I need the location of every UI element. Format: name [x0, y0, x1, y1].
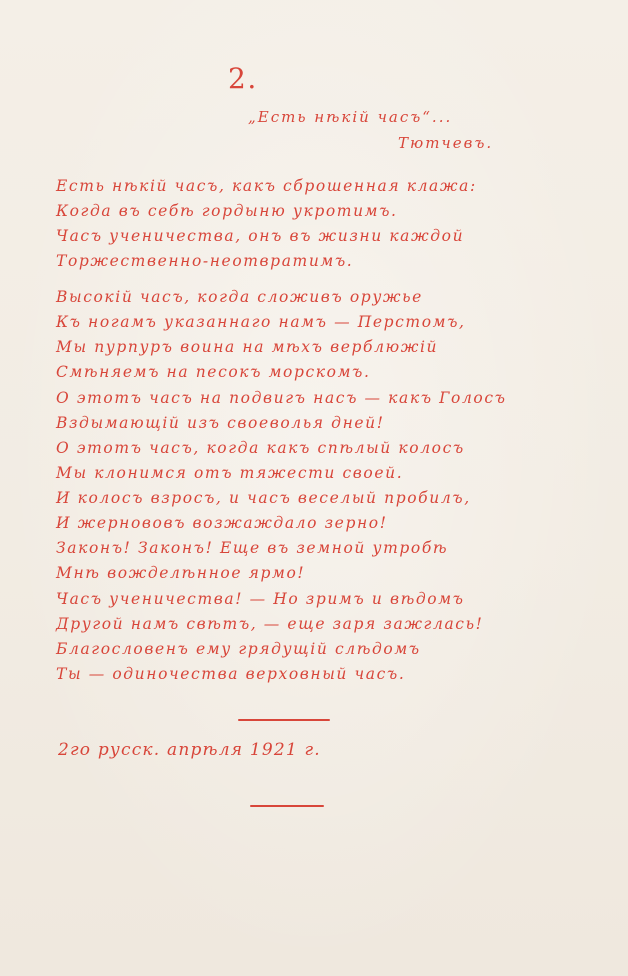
poem-line: Смѣняемъ на песокъ морскомъ.	[56, 363, 371, 381]
stanza-4	[56, 486, 471, 586]
poem-line: О этотъ часъ на подвигъ насъ — какъ Голосъ	[56, 389, 507, 407]
poem-line: Когда въ себѣ гордыню укротимъ.	[56, 202, 398, 220]
manuscript-date: 2го русск. апрѣля 1921 г.	[58, 740, 321, 760]
poem-line: И колосъ взросъ, и часъ веселый пробилъ,	[56, 489, 471, 507]
poem-line: Благословенъ ему грядущій слѣдомъ	[56, 640, 421, 658]
poem-line: Часъ ученичества! — Но зримъ и вѣдомъ	[56, 590, 465, 608]
poem-line: Законъ! Законъ! Еще въ земной утробѣ	[56, 539, 449, 557]
poem-line: Мнѣ вожделѣнное ярмо!	[56, 564, 306, 582]
poem-line: О этотъ часъ, когда какъ спѣлый колосъ	[56, 439, 465, 457]
poem-line: Мы клонимся отъ тяжести своей.	[56, 464, 404, 482]
poem-line: Другой намъ свѣтъ, — еще заря зажглась!	[56, 615, 484, 633]
stanza-5	[56, 587, 483, 687]
poem-line: Къ ногамъ указаннаго намъ — Перстомъ,	[56, 313, 466, 331]
stanza-3	[56, 386, 507, 486]
poem-line: Мы пурпуръ воина на мѣхъ верблюжій	[56, 338, 439, 356]
poem-line: Вздымающій изъ своеволья дней!	[56, 414, 385, 432]
epigraph-author: Тютчевъ.	[398, 134, 494, 152]
poem-line: И жернововъ возжаждало зерно!	[56, 514, 388, 532]
poem-line: Высокій часъ, когда сложивъ оружье	[56, 288, 423, 306]
poem-line: Часъ ученичества, онъ въ жизни каждой	[56, 227, 465, 245]
closing-divider-line	[250, 805, 324, 807]
poem-line: Ты — одиночества верховный часъ.	[56, 665, 406, 683]
stanza-1	[56, 174, 477, 274]
poem-number: 2.	[228, 62, 258, 95]
divider-line	[238, 719, 330, 721]
epigraph: „Есть нѣкій часъ“...	[248, 108, 453, 126]
poem-line: Торжественно-неотвратимъ.	[56, 252, 354, 270]
stanza-2	[56, 285, 466, 385]
poem-line: Есть нѣкій часъ, какъ сброшенная клажа:	[56, 177, 477, 195]
